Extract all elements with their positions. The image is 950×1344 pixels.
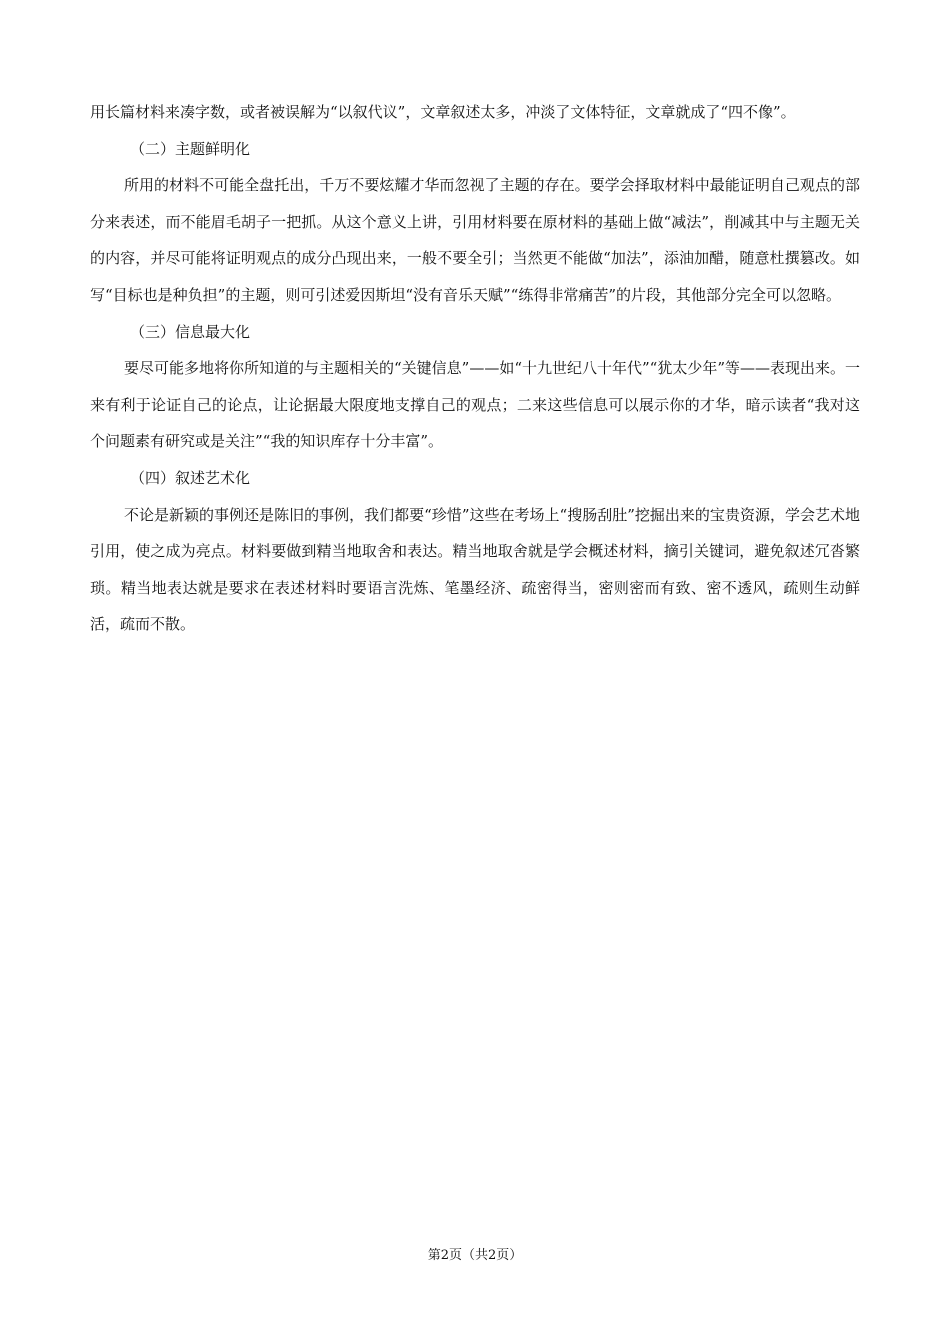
section-heading-theme: （二）主题鲜明化	[130, 139, 251, 158]
section-heading-narration: （四）叙述艺术化	[130, 468, 251, 487]
page-number-footer: 第2页（共2页）	[427, 1248, 523, 1263]
paragraph-theme: 所用的材料不可能全盘托出，千万不要炫耀才华而忽视了主题的存在。要学会择取材料中最能证明自己观点的部分来表述，而不能眉毛胡子一把抓。从这个意义上讲，引用材料要在原材料的基础上做“减法”，削减其中与主题无关的内容，并尽可能将证明观点的成分凸现出来，一般不要全引；当然更不能做“加法”，添油加醋，随意杜撰篡改。如写“目标也是种负担”的主题，则可引述爱因斯坦“没有音乐天赋”“练得非常痛苦”的片段，其他部分完全可以忽略。	[90, 176, 860, 304]
section-heading-information: （三）信息最大化	[130, 322, 251, 341]
paragraph-narration: 不论是新颖的事例还是陈旧的事例，我们都要“珍惜”这些在考场上“搜肠刮肚”挖掘出来的宝贵资源，学会艺术地引用，使之成为亮点。材料要做到精当地取舍和表达。精当地取舍就是学会概述材料，摘引关键词，避免叙述冗沓繁琐。精当地表达就是要求在表述材料时要语言洗炼、笔墨经济、疏密得当，密则密而有致、密不透风，疏则生动鲜活，疏而不散。	[90, 505, 860, 634]
paragraph-continuation: 用长篇材料来凑字数，或者被误解为“以叙代议”，文章叙述太多，冲淡了文体特征，文章就成了“四不像”。	[90, 103, 796, 121]
document-body	[90, 94, 860, 643]
paragraph-information: 要尽可能多地将你所知道的与主题相关的“关键信息”——如“十九世纪八十年代”“犹太少年”等——表现出来。一来有利于论证自己的论点，让论据最大限度地支撑自己的观点；二来这些信息可以展示你的才华，暗示读者“我对这个问题素有研究或是关注”“我的知识库存十分丰富”。	[90, 359, 861, 451]
